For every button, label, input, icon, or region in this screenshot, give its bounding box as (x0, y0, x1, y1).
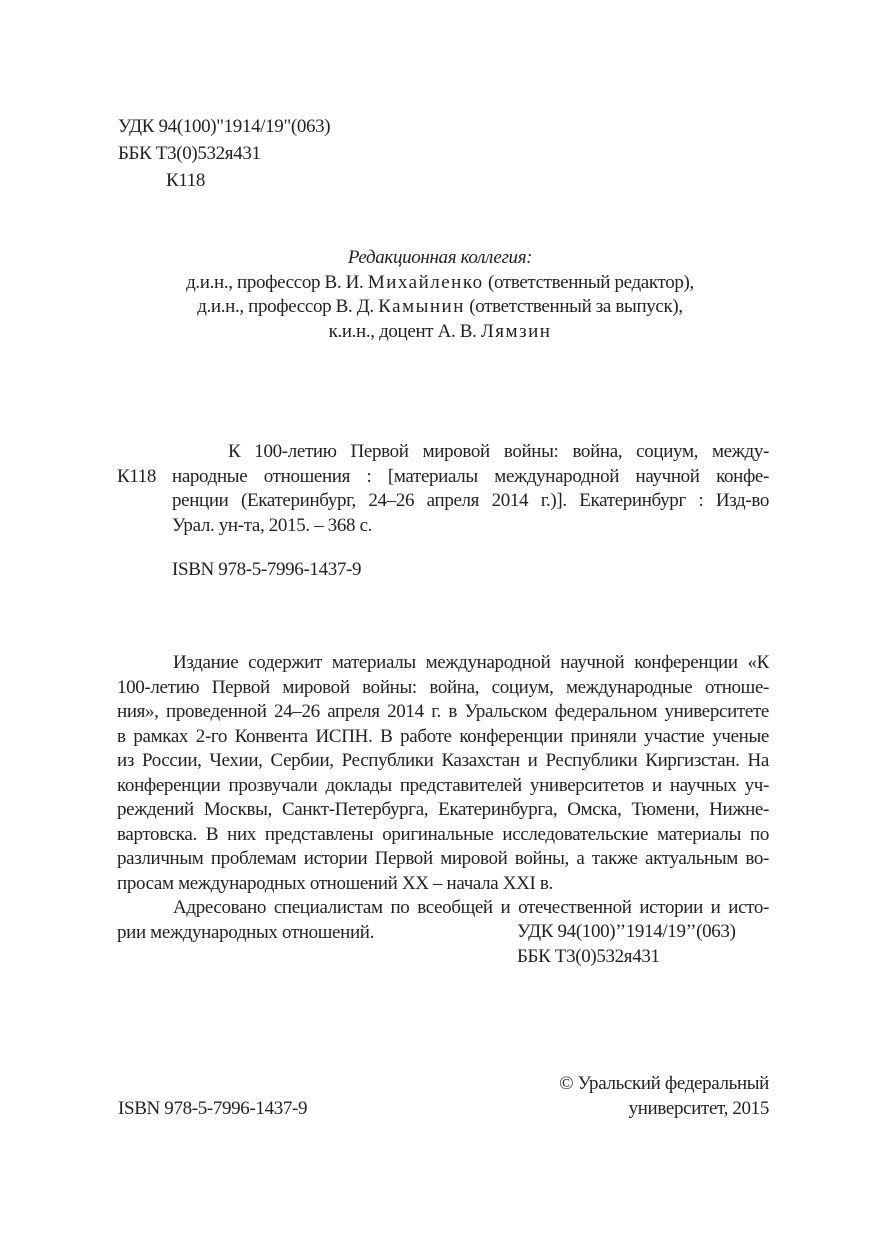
bib-line: К 100-летию Первой мировой войны: война, социум, между- (228, 441, 769, 462)
abstract-line: конференции прозвучали доклады представителей университетов и научных уч- (117, 774, 769, 796)
copyright-line: университет, 2015 (628, 1097, 769, 1119)
editor-3: к.и.н., доцент А. В. Лямзин (328, 320, 552, 342)
abstract-line: вартовска. В них представлены оригинальные исследовательские материалы по (117, 823, 769, 845)
abstract-line: Издание содержит материалы международной научной конференции «К (173, 652, 769, 673)
editorial-heading: Редакционная коллегия: (347, 247, 533, 268)
classification-block (118, 113, 330, 194)
bib-mark: К118 (117, 466, 157, 487)
editor-2: д.и.н., профессор В. Д. Камынин (ответственный за выпуск), (197, 296, 683, 317)
editorial-board (100, 246, 780, 344)
audience-line: рии международных отношений. (117, 921, 374, 943)
abstract-line: различным проблемам истории Первой мировой войны, а также актуальным во- (117, 848, 769, 869)
footer-isbn: ISBN 978-5-7996-1437-9 (118, 1098, 308, 1119)
editor-1: д.и.н., профессор В. И. Михайленко (ответственный редактор), (186, 271, 694, 293)
audience-line: Адресовано специалистам по всеобщей и отечественной истории и исто- (173, 897, 769, 918)
abstract-line: просам международных отношений XX – начала XXI в. (117, 872, 553, 894)
abstract-line: из России, Чехии, Сербии, Республики Казахстан и Республики Киргизстан. На (117, 750, 769, 771)
isbn: ISBN 978-5-7996-1437-9 (172, 559, 362, 580)
abstract (117, 651, 769, 945)
bbk-code-repeat: ББК Т3(0)532я431 (517, 945, 660, 967)
abstract-line: в рамках 2-го Конвента ИСПН. В работе конференции приняли участие ученые (117, 725, 769, 747)
author-mark: К118 (166, 170, 206, 191)
abstract-line: ния», проведенной 24–26 апреля 2014 г. в Уральском федеральном университете (117, 701, 769, 722)
abstract-line: реждений Москвы, Санкт-Петербурга, Екатеринбурга, Омска, Тюмени, Нижне- (117, 799, 769, 820)
bbk-code: ББК Т3(0)532я431 (118, 143, 261, 164)
copyright-line: © Уральский федеральный (559, 1073, 769, 1094)
bibliographic-record (172, 440, 769, 583)
classification-repeat (517, 920, 736, 969)
bib-line: ренции (Екатеринбург, 24–26 апреля 2014 г.)]. Екатеринбург : Изд-во (172, 490, 769, 511)
udk-code: УДК 94(100)"1914/19"(063) (118, 116, 331, 137)
udk-code-repeat: УДК 94(100)’’1914/19’’(063) (517, 921, 736, 942)
bib-line: народные отношения : [материалы международной научной конфе- (172, 465, 769, 487)
abstract-line: 100-летию Первой мировой войны: война, социум, международные отноше- (117, 676, 769, 698)
copyright (559, 1072, 769, 1121)
bib-line: Урал. ун-та, 2015. – 368 с. (172, 514, 373, 536)
